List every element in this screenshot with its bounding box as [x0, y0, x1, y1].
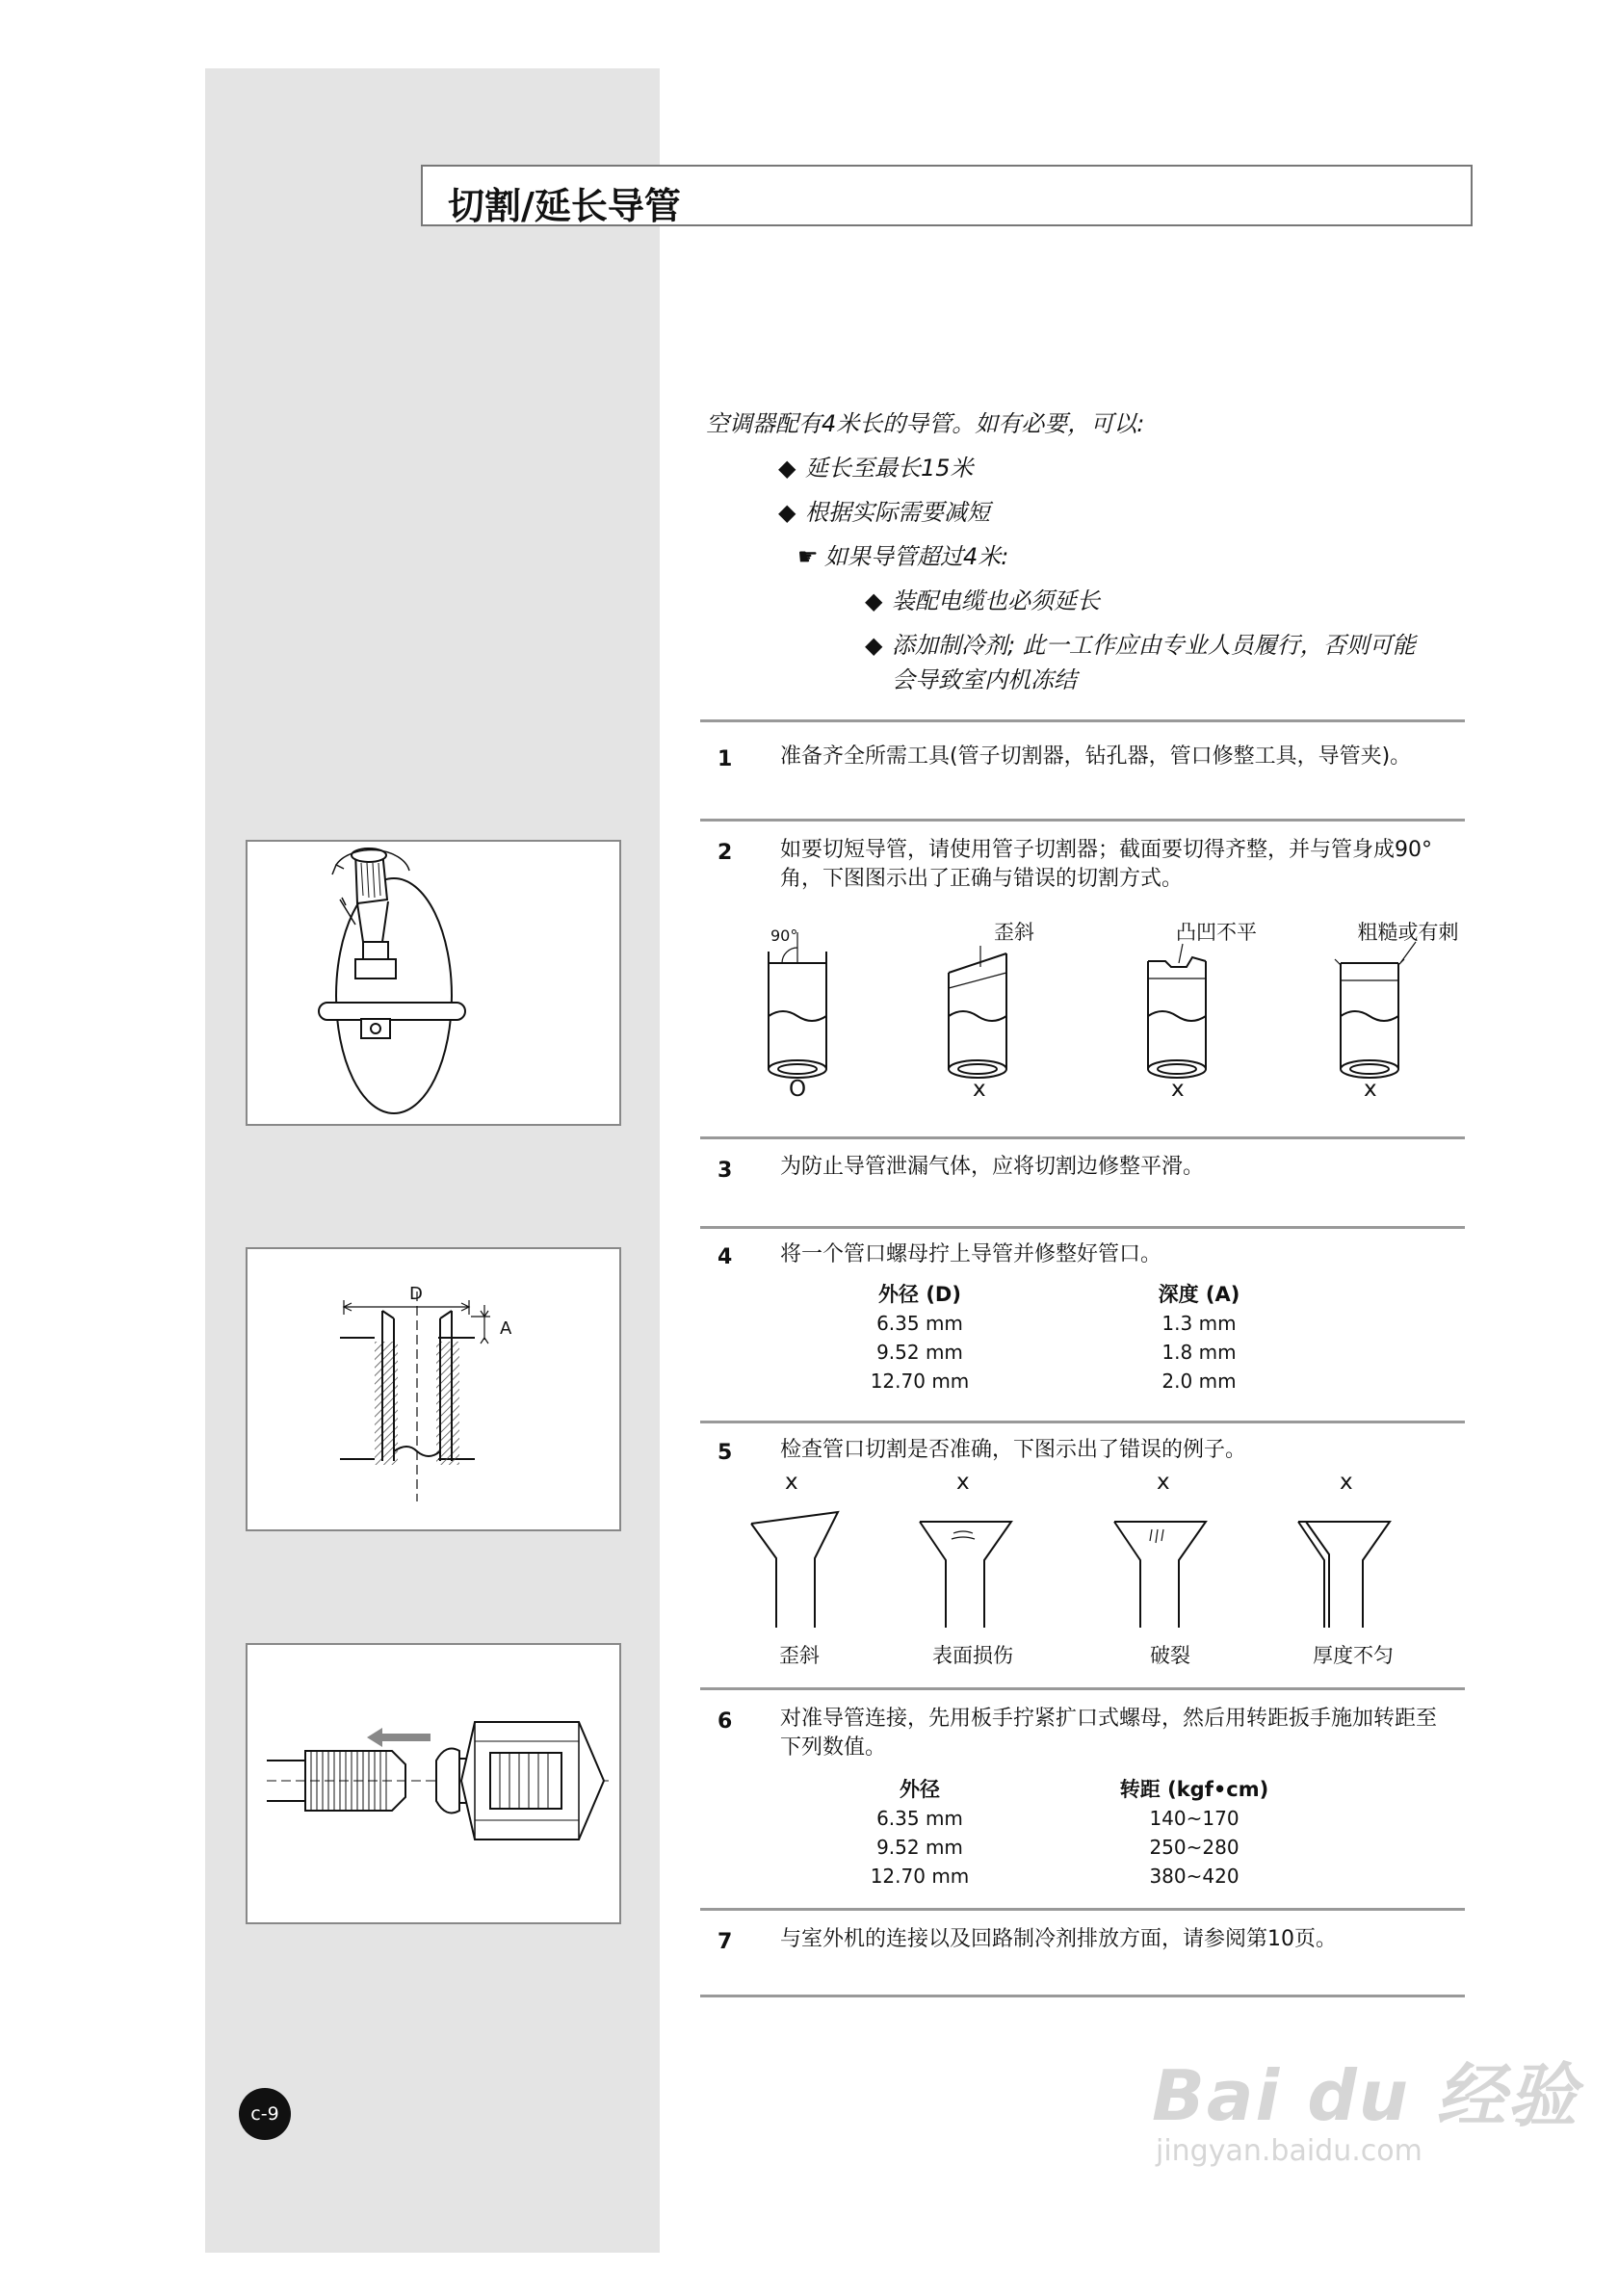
step-text: 检查管口切割是否准确，下图示出了错误的例子。 — [780, 1438, 1247, 1462]
intro-note: ☛ 如果导管超过4米: — [797, 543, 1009, 570]
step-text: 准备齐全所需工具(管子切割器，钻孔器，管口修整工具，导管夹)。 — [780, 744, 1412, 769]
step-number: 1 — [718, 747, 733, 771]
diamond-bullet-icon: ◆ — [778, 455, 796, 482]
diamond-bullet-icon: ◆ — [865, 632, 883, 659]
wrong-mark: x — [1364, 1077, 1377, 1102]
step-number: 7 — [718, 1930, 733, 1954]
intro-sub-1: ◆ 装配电缆也必须延长 — [865, 587, 1100, 614]
angle-label: 90° — [770, 926, 798, 945]
diamond-bullet-icon: ◆ — [865, 587, 883, 614]
wrong-mark: x — [785, 1470, 798, 1495]
table-header: 外径 (D) — [878, 1283, 961, 1306]
pipe-uneven-cut — [1148, 944, 1206, 1078]
cut-label-slanted: 歪斜 — [994, 921, 1034, 944]
step-text: 对准导管连接，先用板手拧紧扩口式螺母，然后用转距扳手施加转距至下列数值。 — [780, 1707, 1438, 1760]
wrong-mark: x — [1340, 1470, 1353, 1495]
step-text: 如要切短导管，请使用管子切割器；截面要切得齐整，并与管身成90°角，下图图示出了正确与错误的切割方式。 — [780, 838, 1432, 891]
table-cell: 9.52 mm — [876, 1341, 963, 1364]
table-cell: 2.0 mm — [1161, 1370, 1237, 1393]
table-cell: 12.70 mm — [870, 1865, 970, 1888]
step-number: 3 — [718, 1159, 733, 1183]
intro-sub-2-cont: 会导致室内机冻结 — [892, 666, 1077, 693]
flare-label-slanted: 歪斜 — [779, 1644, 820, 1667]
watermark-url: jingyan.baidu.com — [1156, 2134, 1422, 2168]
table-cell: 140~170 — [1149, 1807, 1240, 1830]
title-box — [421, 165, 1473, 226]
step-number: 4 — [718, 1245, 733, 1269]
intro-sub-2: ◆ 添加制冷剂; 此一工作应由专业人员履行，否则可能 — [865, 632, 1416, 659]
table-cell: 1.3 mm — [1161, 1312, 1237, 1335]
divider — [700, 1687, 1465, 1690]
table-cell: 380~420 — [1149, 1865, 1240, 1888]
intro-option-1: ◆ 延长至最长15米 — [778, 455, 974, 482]
wrong-mark: x — [1157, 1470, 1170, 1495]
page-title: 切割/延长导管 — [448, 185, 681, 227]
flare-table-col-d — [848, 1280, 992, 1396]
wrong-mark: x — [956, 1470, 970, 1495]
step-text: 与室外机的连接以及回路制冷剂排放方面，请参阅第10页。 — [780, 1927, 1337, 1951]
divider — [700, 719, 1465, 722]
flare-table-col-a — [1136, 1280, 1262, 1396]
flare-section-illustration — [246, 1247, 621, 1531]
wrong-mark: x — [973, 1077, 986, 1102]
pipe-cutter-icon — [248, 842, 619, 1124]
table-cell: 250~280 — [1149, 1836, 1240, 1859]
wrong-mark: x — [1171, 1077, 1185, 1102]
step-text: 将一个管口螺母拧上导管并修整好管口。 — [780, 1242, 1162, 1266]
watermark-logo — [1152, 2040, 1579, 2168]
pipe-connection-illustration — [246, 1643, 621, 1924]
table-cell: 9.52 mm — [876, 1836, 963, 1859]
dim-label-a: A — [500, 1318, 512, 1339]
step-text: 为防止导管泄漏气体，应将切割边修整平滑。 — [780, 1155, 1205, 1179]
cut-label-uneven: 凸凹不平 — [1176, 921, 1257, 944]
step-number: 2 — [718, 841, 733, 865]
intro-option-2: ◆ 根据实际需要减短 — [778, 499, 990, 526]
pointing-hand-icon: ☛ — [797, 543, 819, 570]
dim-label-d: D — [409, 1284, 423, 1304]
table-header: 外径 — [900, 1778, 940, 1801]
pipe-cut-diagram — [751, 925, 1464, 1117]
divider — [700, 819, 1465, 822]
divider — [700, 1421, 1465, 1423]
table-cell: 1.8 mm — [1161, 1341, 1237, 1364]
flare-defect-diagram — [732, 1502, 1464, 1637]
flare-label-cracked: 破裂 — [1150, 1644, 1190, 1667]
table-header: 转距 (kgf•cm) — [1119, 1778, 1269, 1801]
step-number: 6 — [718, 1709, 733, 1734]
flare-label-damaged: 表面损伤 — [932, 1644, 1013, 1667]
torque-table-col-torque — [1108, 1775, 1281, 1891]
pipe-cutter-illustration — [246, 840, 621, 1126]
flare-label-uneven: 厚度不匀 — [1313, 1644, 1394, 1667]
torque-table-col-od — [848, 1775, 992, 1891]
pipe-correct-cut — [769, 932, 826, 1078]
watermark-main: Bai du 经验 — [1152, 2055, 1579, 2136]
step-number: 5 — [718, 1441, 733, 1465]
diamond-bullet-icon: ◆ — [778, 499, 796, 526]
pipe-burred-cut — [1335, 942, 1416, 1078]
correct-mark: O — [789, 1077, 807, 1102]
table-cell: 12.70 mm — [870, 1370, 970, 1393]
cut-label-burred: 粗糙或有刺 — [1357, 921, 1459, 944]
table-header: 深度 (A) — [1158, 1283, 1240, 1306]
pipe-connection-icon — [248, 1645, 619, 1922]
flare-cross-section-icon — [248, 1249, 619, 1529]
divider — [700, 1136, 1465, 1139]
intro-lead: 空调器配有4米长的导管。如有必要，可以: — [706, 410, 1145, 437]
divider — [700, 1908, 1465, 1911]
table-cell: 6.35 mm — [876, 1807, 963, 1830]
divider — [700, 1995, 1465, 1997]
page-number-badge: c-9 — [239, 2088, 291, 2140]
divider — [700, 1226, 1465, 1229]
pipe-slanted-cut — [949, 946, 1006, 1078]
table-cell: 6.35 mm — [876, 1312, 963, 1335]
